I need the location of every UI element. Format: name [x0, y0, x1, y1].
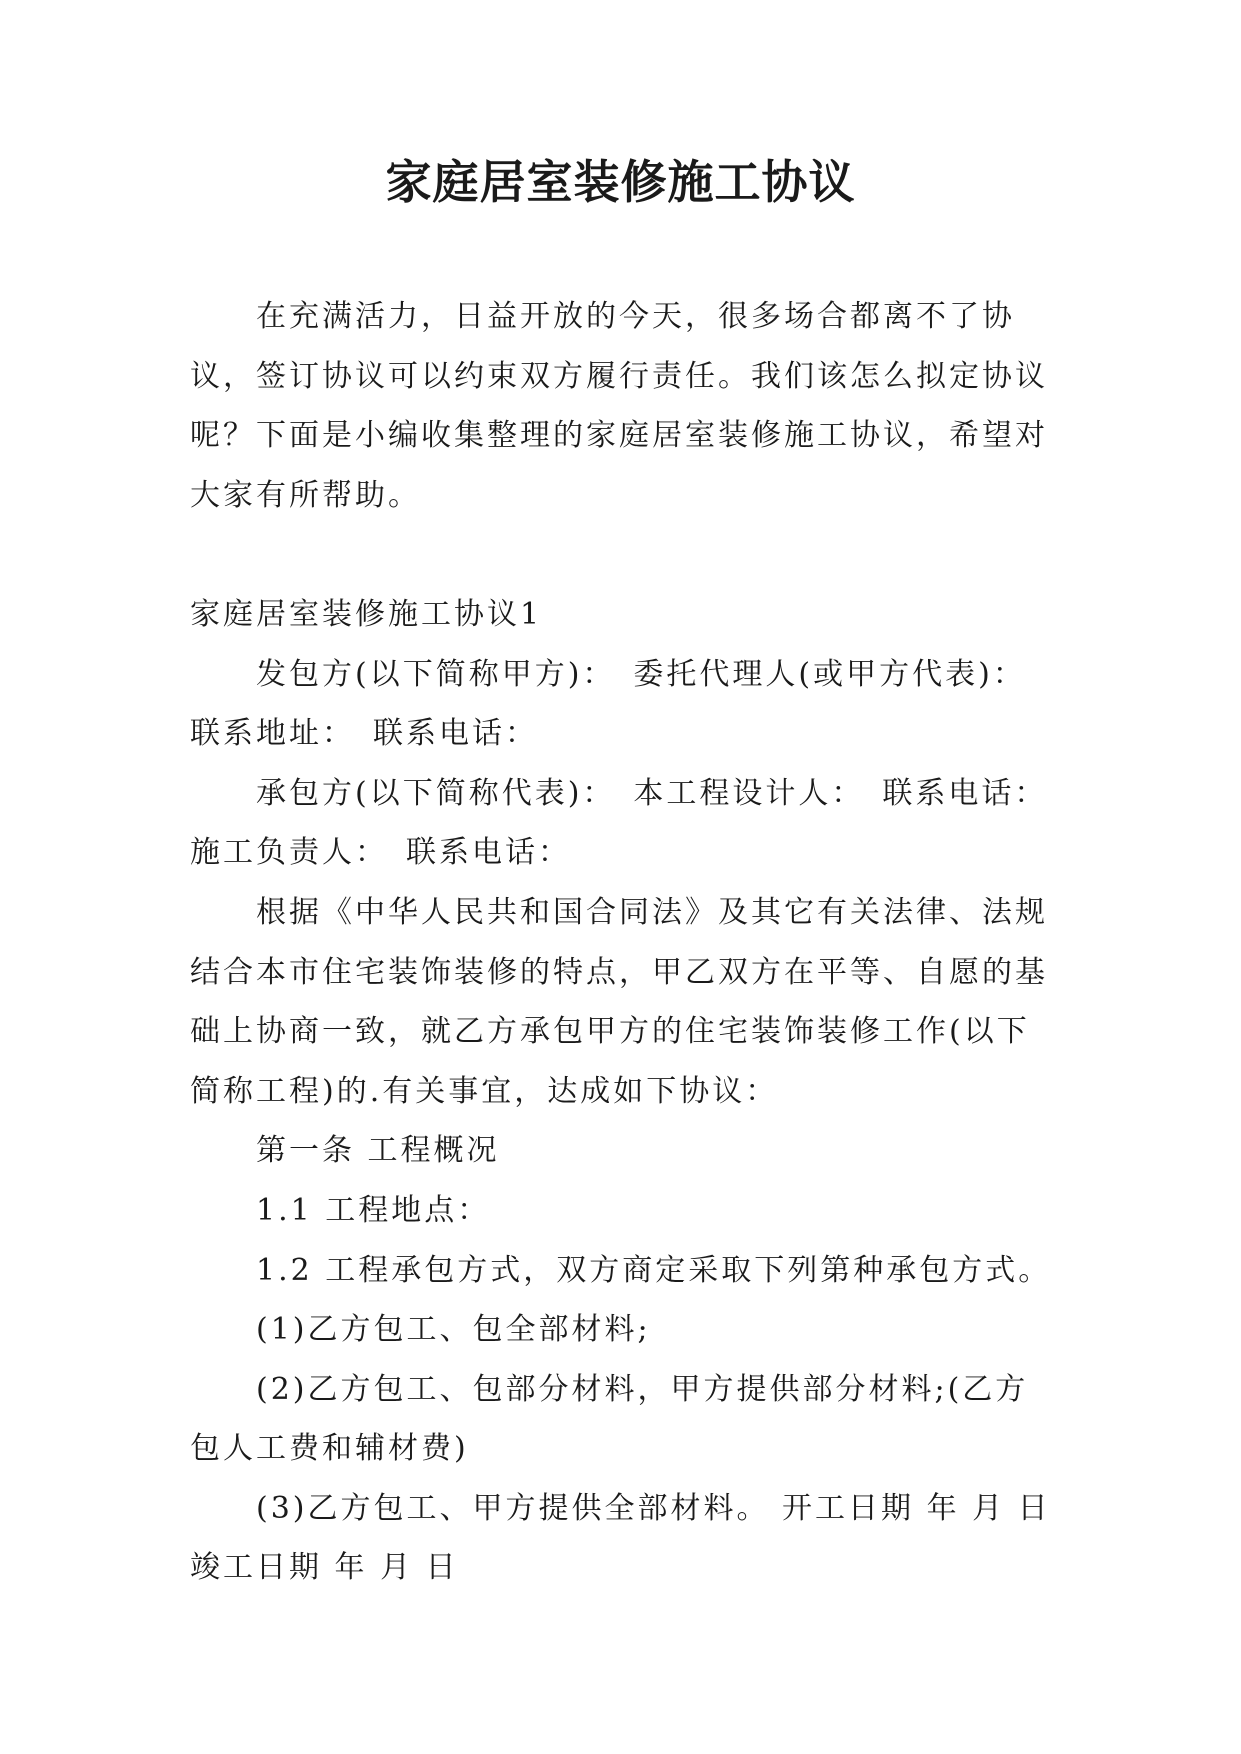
document-title: 家庭居室装修施工协议 [385, 155, 856, 209]
basis-paragraph: 根据《中华人民共和国合同法》及其它有关法律、法规结合本市住宅装饰装修的特点，甲乙双方在平等、自愿的基础上协商一致，就乙方承包甲方的住宅装饰装修工作(以下简称工程)的.有关事宜，达成如下协议： [190, 894, 1048, 1109]
article-heading: 第一条 工程概况 [256, 1133, 500, 1169]
option-1: (1)乙方包工、包全部材料; [256, 1312, 651, 1348]
clause-1-2: 1.2 工程承包方式，双方商定采取下列第种承包方式。 [256, 1252, 1052, 1288]
option-3: (3)乙方包工、甲方提供全部材料。 开工日期 年 月 日 竣工日期 年 月 日 [190, 1490, 1051, 1586]
clause-1-1: 1.1 工程地点： [256, 1192, 491, 1228]
intro-paragraph: 在充满活力，日益开放的今天，很多场合都离不了协议，签订协议可以约束双方履行责任。我们该怎么拟定协议呢？下面是小编收集整理的家庭居室装修施工协议，希望对大家有所帮助。 [190, 299, 1048, 513]
section-heading: 家庭居室装修施工协议1 [190, 596, 543, 632]
document-body [190, 287, 1066, 1598]
party-a-paragraph: 发包方(以下简称甲方)： 委托代理人(或甲方代表)： 联系地址： 联系电话： [190, 656, 1044, 752]
option-2: (2)乙方包工、包部分材料，甲方提供部分材料;(乙方包人工费和辅材费) [190, 1371, 1029, 1467]
party-b-paragraph: 承包方(以下简称代表)： 本工程设计人： 联系电话： 施工负责人： 联系电话： [190, 775, 1066, 871]
